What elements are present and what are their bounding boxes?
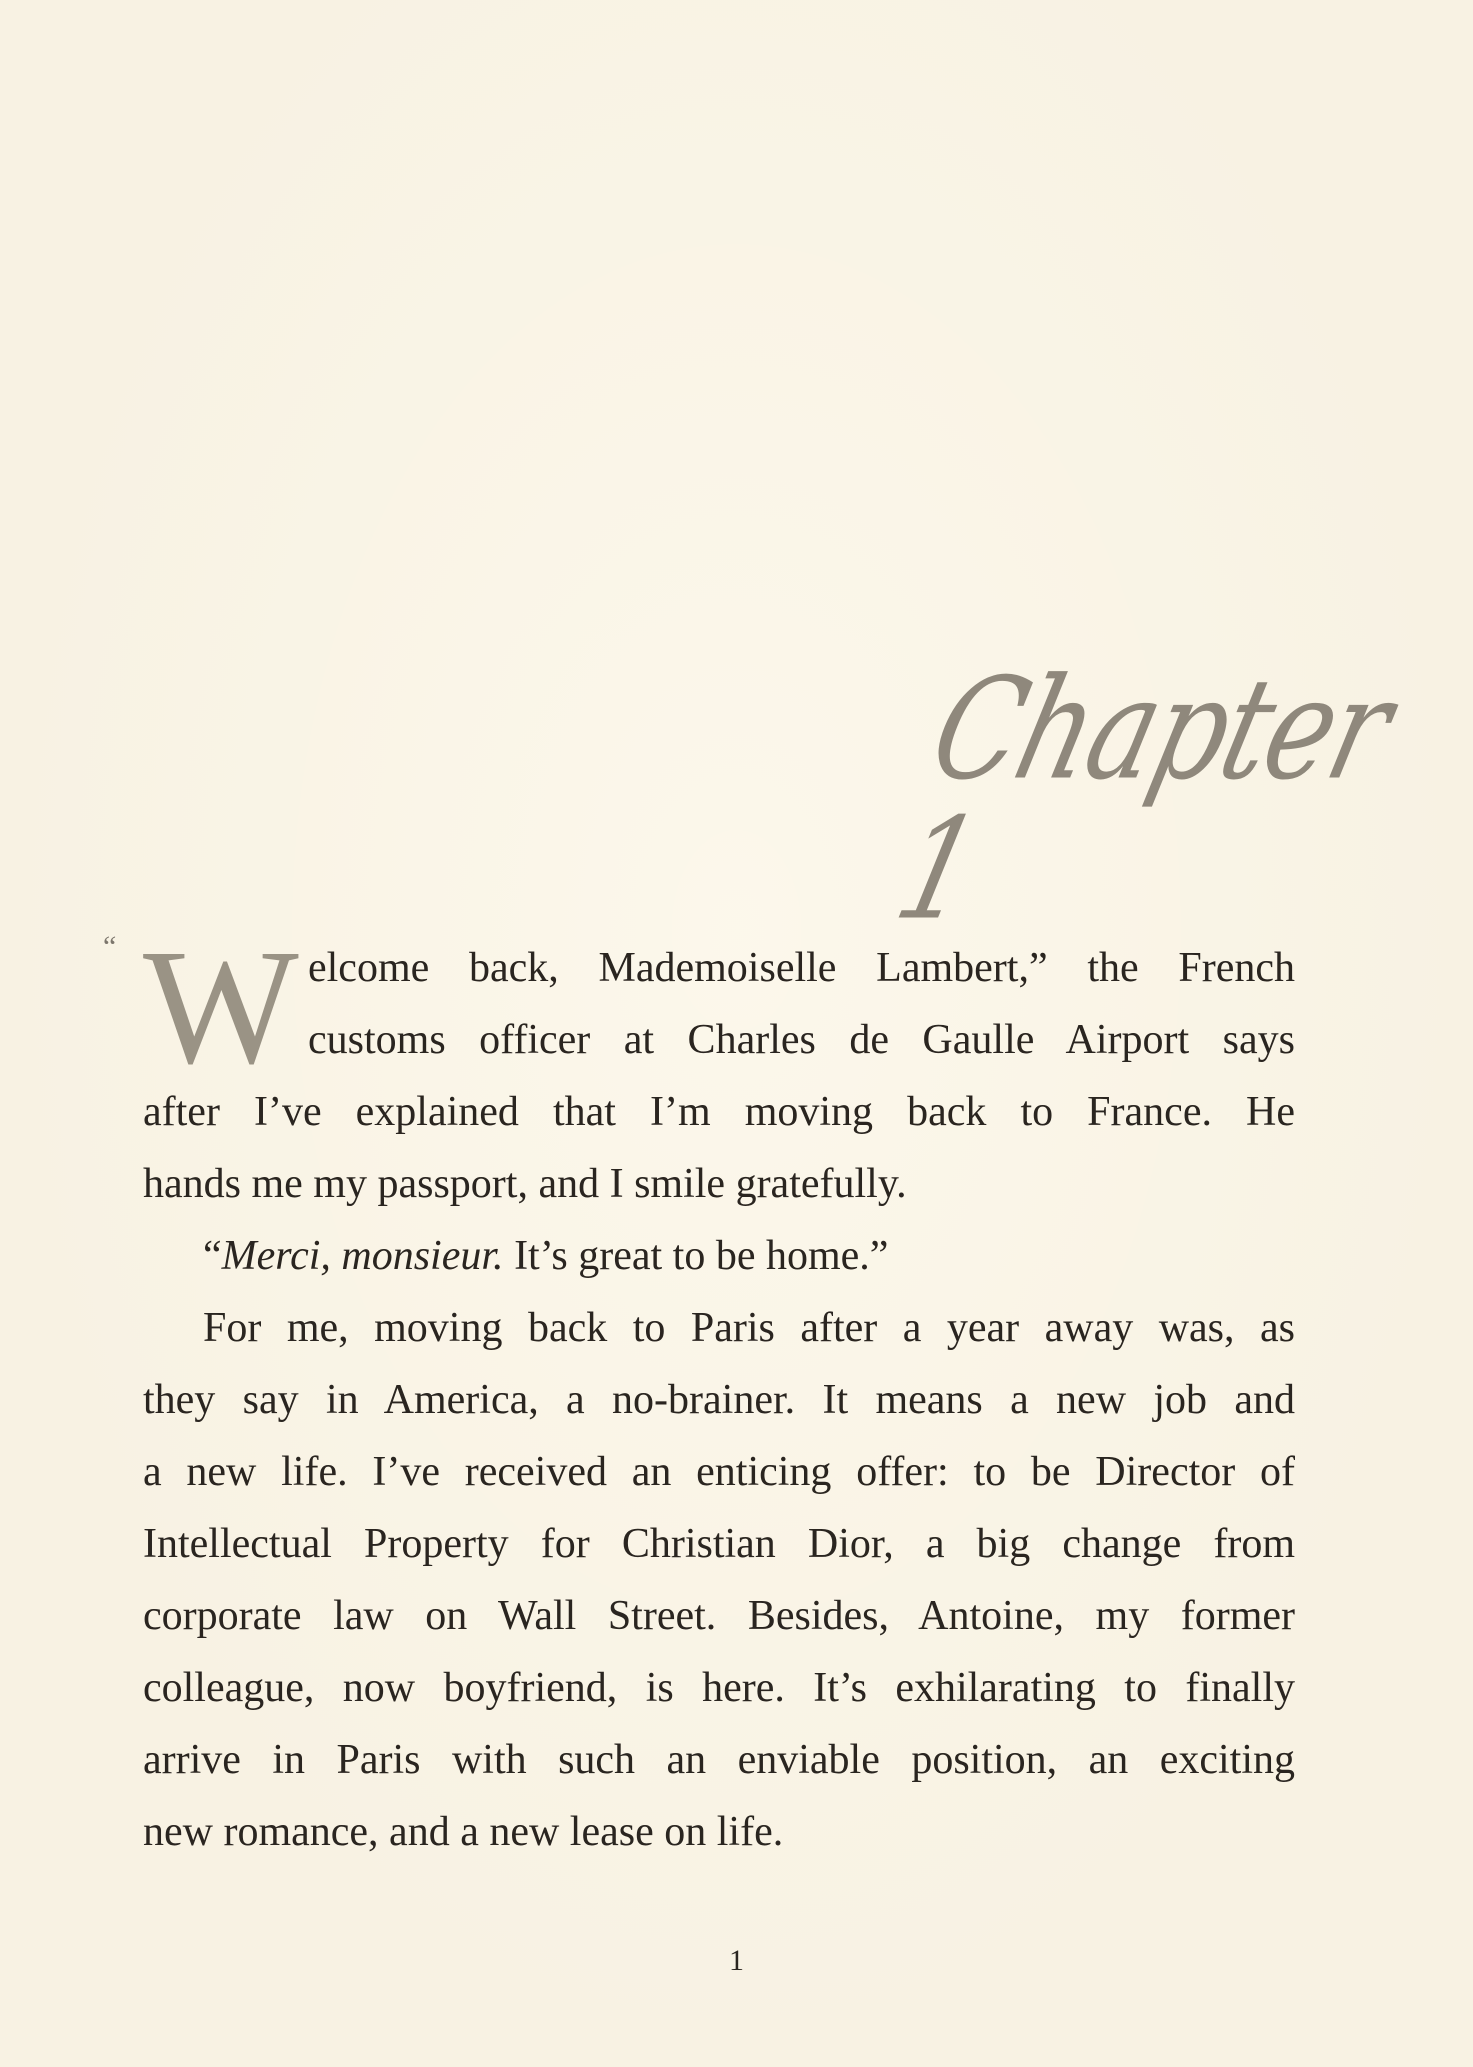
text-line: Intellectual Property for Christian Dior, a big change from xyxy=(143,1521,1295,1567)
text-line: new romance, and a new lease on life. xyxy=(143,1809,784,1855)
text-line: they say in America, a no-brainer. It means a new job and xyxy=(143,1377,1295,1423)
drop-cap-letter: W xyxy=(143,915,299,1098)
text-line: after I’ve explained that I’m moving back to France. He xyxy=(143,1089,1295,1135)
text-line: customs officer at Charles de Gaulle Airport says xyxy=(308,1017,1295,1063)
opening-quote-mark: “ xyxy=(103,930,117,963)
paragraph-dialogue xyxy=(143,1220,1295,1292)
text-line: hands me my passport, and I smile gratefully. xyxy=(143,1161,907,1207)
dialogue-rest: It’s great to be home.” xyxy=(503,1233,889,1279)
paragraph-opening xyxy=(103,915,1295,1220)
paragraph-narrative xyxy=(143,1292,1295,1868)
text-line: corporate law on Wall Street. Besides, Antoine, my former xyxy=(143,1593,1295,1639)
text-line: a new life. I’ve received an enticing offer: to be Director of xyxy=(143,1449,1295,1495)
dialogue-open-quote: “ xyxy=(203,1233,222,1279)
text-line: colleague, now boyfriend, is here. It’s exhilarating to finally xyxy=(143,1665,1295,1711)
chapter-heading: Chapter 1 xyxy=(882,648,1405,952)
text-line: arrive in Paris with such an enviable position, an exciting xyxy=(143,1737,1295,1783)
text-line: elcome back, Mademoiselle Lambert,” the French xyxy=(308,945,1295,991)
page-number: 1 xyxy=(729,1944,744,1977)
text-line: For me, moving back to Paris after a year away was, as xyxy=(203,1305,1295,1351)
dialogue-italic-phrase: Merci, monsieur. xyxy=(221,1233,504,1279)
body-text xyxy=(103,915,1295,1868)
